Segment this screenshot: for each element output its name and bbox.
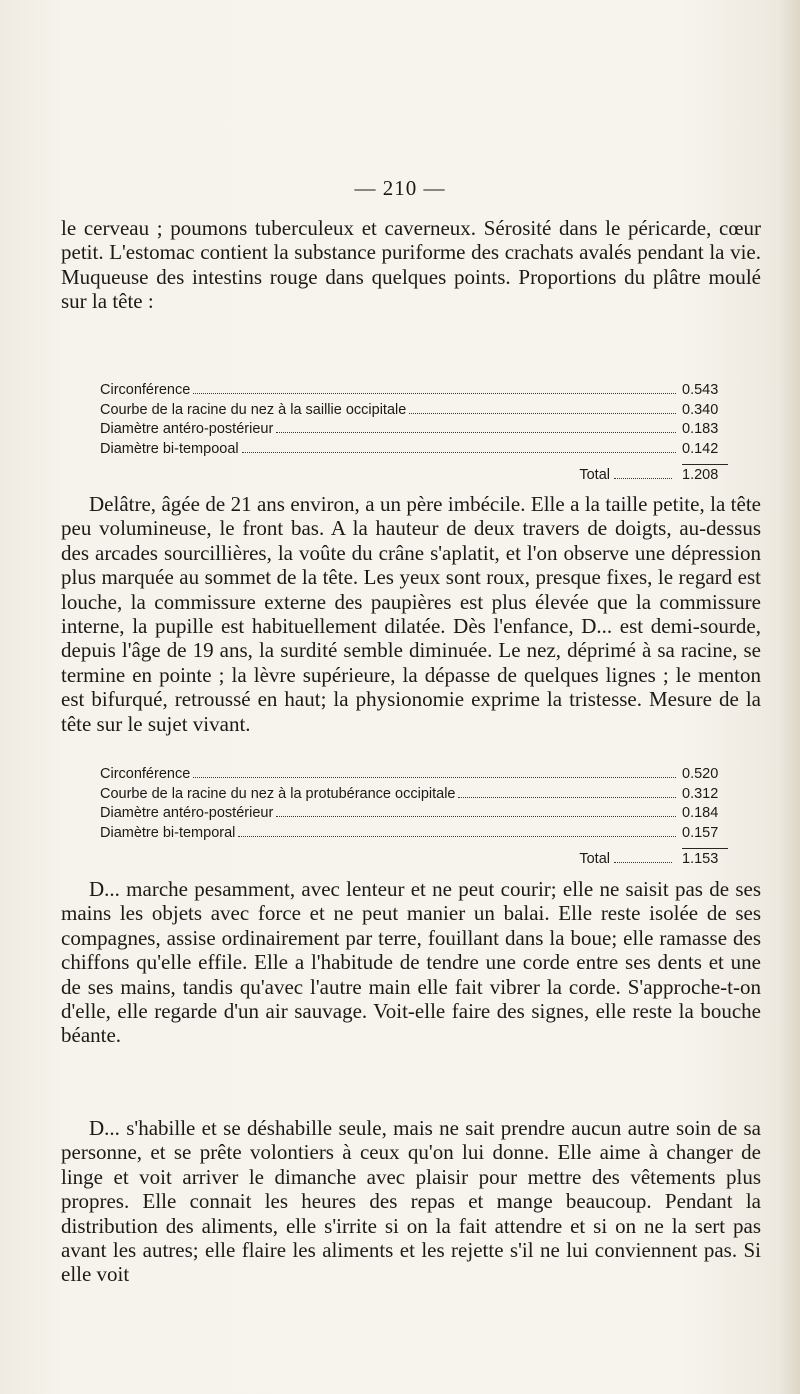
measurement-row [100, 382, 728, 402]
leader-dots [242, 452, 676, 453]
measurement-value: 0.183 [682, 421, 719, 437]
leader-dots [193, 393, 676, 394]
leader-dots [614, 862, 672, 863]
paragraph-behavior: D... marche pesamment, avec lenteur et ne peut courir; elle ne saisit pas de ses mains les objets avec force et ne peut manier un balai. Elle reste isolée de ses compagnes, assise ordinairement par terre, fouillant dans la boue; elle ramasse des chiffons qu'elle effile. Elle a l'habitude de tendre une corde entre ses dents et une de ses mains, tandis qu'avec l'autre main elle fait vibrer la corde. S'approche-t-on d'elle, elle regarde d'un air sauvage. Voit-elle faire des signes, elle reste la bouche béante. [61, 877, 761, 1048]
measurement-row [100, 825, 728, 845]
measurement-value: 0.142 [682, 440, 719, 457]
measurement-value: 0.312 [682, 785, 719, 802]
measurement-value: 0.340 [682, 401, 719, 418]
measurement-total-row [100, 464, 728, 486]
leader-dots [458, 797, 676, 798]
leader-dots [193, 777, 676, 778]
measurement-label: Circonférence [100, 766, 191, 782]
paragraph-delatre-description: Delâtre, âgée de 21 ans environ, a un père imbécile. Elle a la taille petite, la tête peu volumineuse, le front bas. A la hauteur de deux travers de doigts, au-dessus des arcades sourcillières, la voûte du crâne s'aplatit, et l'on observe une dépression plus marquée au sommet de la tête. Les yeux sont roux, presque fixes, le regard est louche, la commissure externe des paupières est plus élevée que la commissure interne, la pupille est habituellement dilatée. Dès l'enfance, D... est demi-sourde, depuis l'âge de 19 ans, la surdité semble diminuée. Le nez, déprimé à sa racine, se termine en pointe ; la lèvre supérieure, la dépasse de quelques lignes ; le menton est bifurqué, retroussé en haut; la physionomie exprime la tristesse. Mesure de la tête sur le sujet vivant. [61, 492, 761, 736]
living-subject-measurements-table [100, 766, 728, 870]
page-number: — 210 — [354, 176, 446, 200]
leader-dots [276, 432, 676, 433]
page-edge-shadow [778, 0, 800, 1394]
total-label: Total [579, 851, 610, 867]
leader-dots [276, 816, 676, 817]
measurement-value: 0.520 [682, 766, 719, 782]
measurement-row [100, 421, 728, 441]
leader-dots [614, 478, 672, 479]
measurement-value: 0.184 [682, 805, 719, 821]
measurement-row [100, 766, 728, 786]
total-value: 1.153 [682, 848, 728, 867]
measurement-label: Diamètre bi-temporal [100, 824, 236, 841]
total-value: 1.208 [682, 464, 728, 483]
total-label: Total [579, 467, 610, 483]
measurement-label: Diamètre bi-tempooal [100, 440, 239, 457]
leader-dots [238, 836, 676, 837]
measurement-label: Courbe de la racine du nez à la protubérance occipitale [100, 785, 456, 802]
paragraph-autopsy-findings: le cerveau ; poumons tuberculeux et caverneux. Sérosité dans le péricarde, cœur petit. L'estomac contient la substance puriforme des crachats avalés pendant la vie. Muqueuse des intestins rouge dans quelques points. Proportions du plâtre moulé sur la tête : [61, 216, 761, 314]
measurement-row [100, 402, 728, 422]
measurement-total-row [100, 848, 728, 870]
measurement-value: 0.157 [682, 824, 719, 841]
measurement-row [100, 786, 728, 806]
measurement-row [100, 441, 728, 461]
measurement-label: Diamètre antéro-postérieur [100, 805, 274, 821]
measurement-row [100, 805, 728, 825]
measurement-label: Courbe de la racine du nez à la saillie occipitale [100, 401, 407, 418]
leader-dots [409, 413, 676, 414]
plaster-cast-measurements-table [100, 382, 728, 486]
measurement-label: Diamètre antéro-postérieur [100, 421, 274, 437]
paragraph-daily-habits: D... s'habille et se déshabille seule, mais ne sait prendre aucun autre soin de sa personne, et se prête volontiers à ceux qu'on lui donne. Elle aime à changer de linge et voit arriver le dimanche avec plaisir pour mettre des vêtements plus propres. Elle connait les heures des repas et mange beaucoup. Pendant la distribution des aliments, elle s'irrite si on la fait attendre et si on ne la sert pas avant les autres; elle flaire les aliments et les rejette s'il ne lui conviennent pas. Si elle voit [61, 1116, 761, 1287]
measurement-value: 0.543 [682, 382, 719, 398]
measurement-label: Circonférence [100, 382, 191, 398]
